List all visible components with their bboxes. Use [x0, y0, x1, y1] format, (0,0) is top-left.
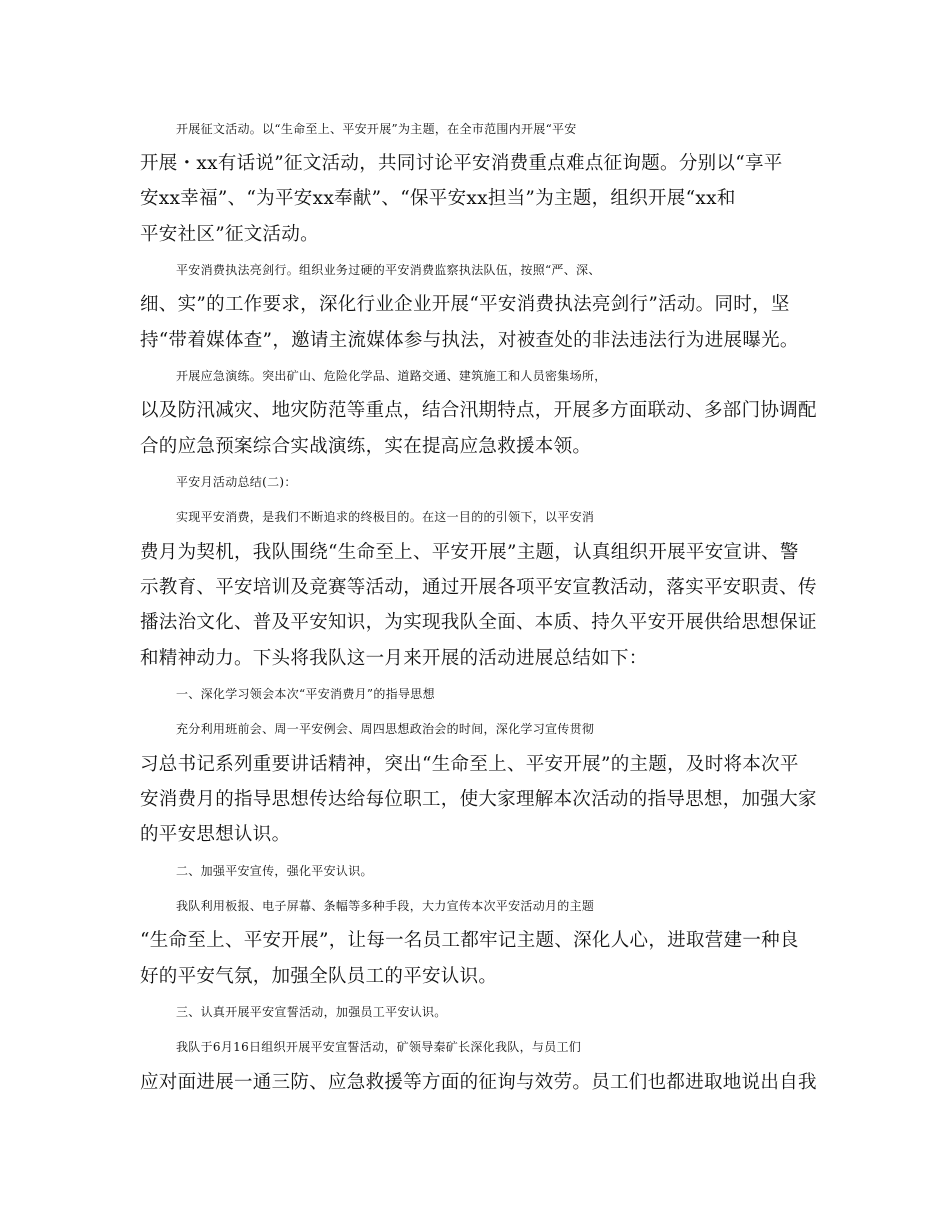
paragraph-line: 我队于6月16日组织开展平安宣誓活动，矿领导秦矿长深化我队，与员工们: [176, 1040, 582, 1054]
paragraph-line: 持“带着媒体查”，邀请主流媒体参与执法，对被查处的非法违法行为进展曝光。: [140, 330, 799, 351]
paragraph-line: 合的应急预案综合实战演练，实在提高应急救援本领。: [140, 436, 592, 457]
paragraph-line: 平安消费执法亮剑行。组织业务过硬的平安消费监察执法队伍，按照“严、深、: [176, 263, 601, 277]
paragraph-line: 以及防汛减灾、地灾防范等重点，结合汛期特点，开展多方面联动、多部门协调配: [140, 400, 817, 421]
paragraph-line: 细、实”的工作要求，深化行业企业开展“平安消费执法亮剑行”活动。同时，坚: [140, 294, 790, 315]
paragraph-line: 安xx幸福”、“为平安xx奉献”、“保平安xx担当”为主题，组织开展“xx和: [140, 188, 736, 209]
paragraph-line: 播法治文化、普及平安知识，为实现我队全面、本质、持久平安开展供给思想保证: [140, 612, 817, 633]
paragraph-line: 的平安思想认识。: [140, 824, 291, 845]
paragraph-line: 应对面进展一通三防、应急救援等方面的征询与效劳。员工们也都进取地说出自我: [140, 1072, 817, 1093]
paragraph-line: “生命至上、平安开展”，让每一名员工都牢记主题、深化人心，进取营建一种良: [140, 930, 799, 951]
paragraph-line: 充分利用班前会、周一平安例会、周四思想政治会的时间，深化学习宣传贯彻: [176, 722, 595, 736]
paragraph-line: 开展应急演练。突出矿山、危险化学品、道路交通、建筑施工和人员密集场所，: [176, 369, 607, 383]
section-heading: 三、认真开展平安宣誓活动，加强员工平安认识。: [176, 1005, 447, 1019]
paragraph-line: 和精神动力。下头将我队这一月来开展的活动进展总结如下：: [140, 648, 648, 669]
paragraph-line: 好的平安气氛，加强全队员工的平安认识。: [140, 966, 498, 987]
section-heading: 平安月活动总结(二)：: [176, 475, 297, 489]
paragraph-line: 实现平安消费，是我们不断追求的终极目的。在这一目的的引领下，以平安消: [176, 510, 595, 524]
paragraph-line: 开展・xx有话说”征文活动，共同讨论平安消费重点难点征询题。分别以“享平: [140, 153, 783, 174]
paragraph-line: 示教育、平安培训及竞赛等活动，通过开展各项平安宣教活动，落实平安职责、传: [140, 577, 817, 598]
section-heading: 一、深化学习领会本次“平安消费月”的指导思想: [176, 687, 435, 701]
paragraph-line: 我队利用板报、电子屏幕、条幅等多种手段，大力宣传本次平安活动月的主题: [176, 899, 595, 913]
paragraph-line: 安消费月的指导思想传达给每位职工，使大家理解本次活动的指导思想，加强大家: [140, 789, 817, 810]
paragraph-line: 习总书记系列重要讲话精神，突出“生命至上、平安开展”的主题，及时将本次平: [140, 754, 799, 775]
paragraph-line: 开展征文活动。以“生命至上、平安开展”为主题，在全市范围内开展“平安: [176, 122, 577, 136]
paragraph-line: 平安社区”征文活动。: [140, 224, 319, 245]
paragraph-line: 费月为契机，我队围绕“生命至上、平安开展”主题，认真组织开展平安宣讲、警: [140, 542, 799, 563]
section-heading: 二、加强平安宣传，强化平安认识。: [176, 864, 373, 878]
